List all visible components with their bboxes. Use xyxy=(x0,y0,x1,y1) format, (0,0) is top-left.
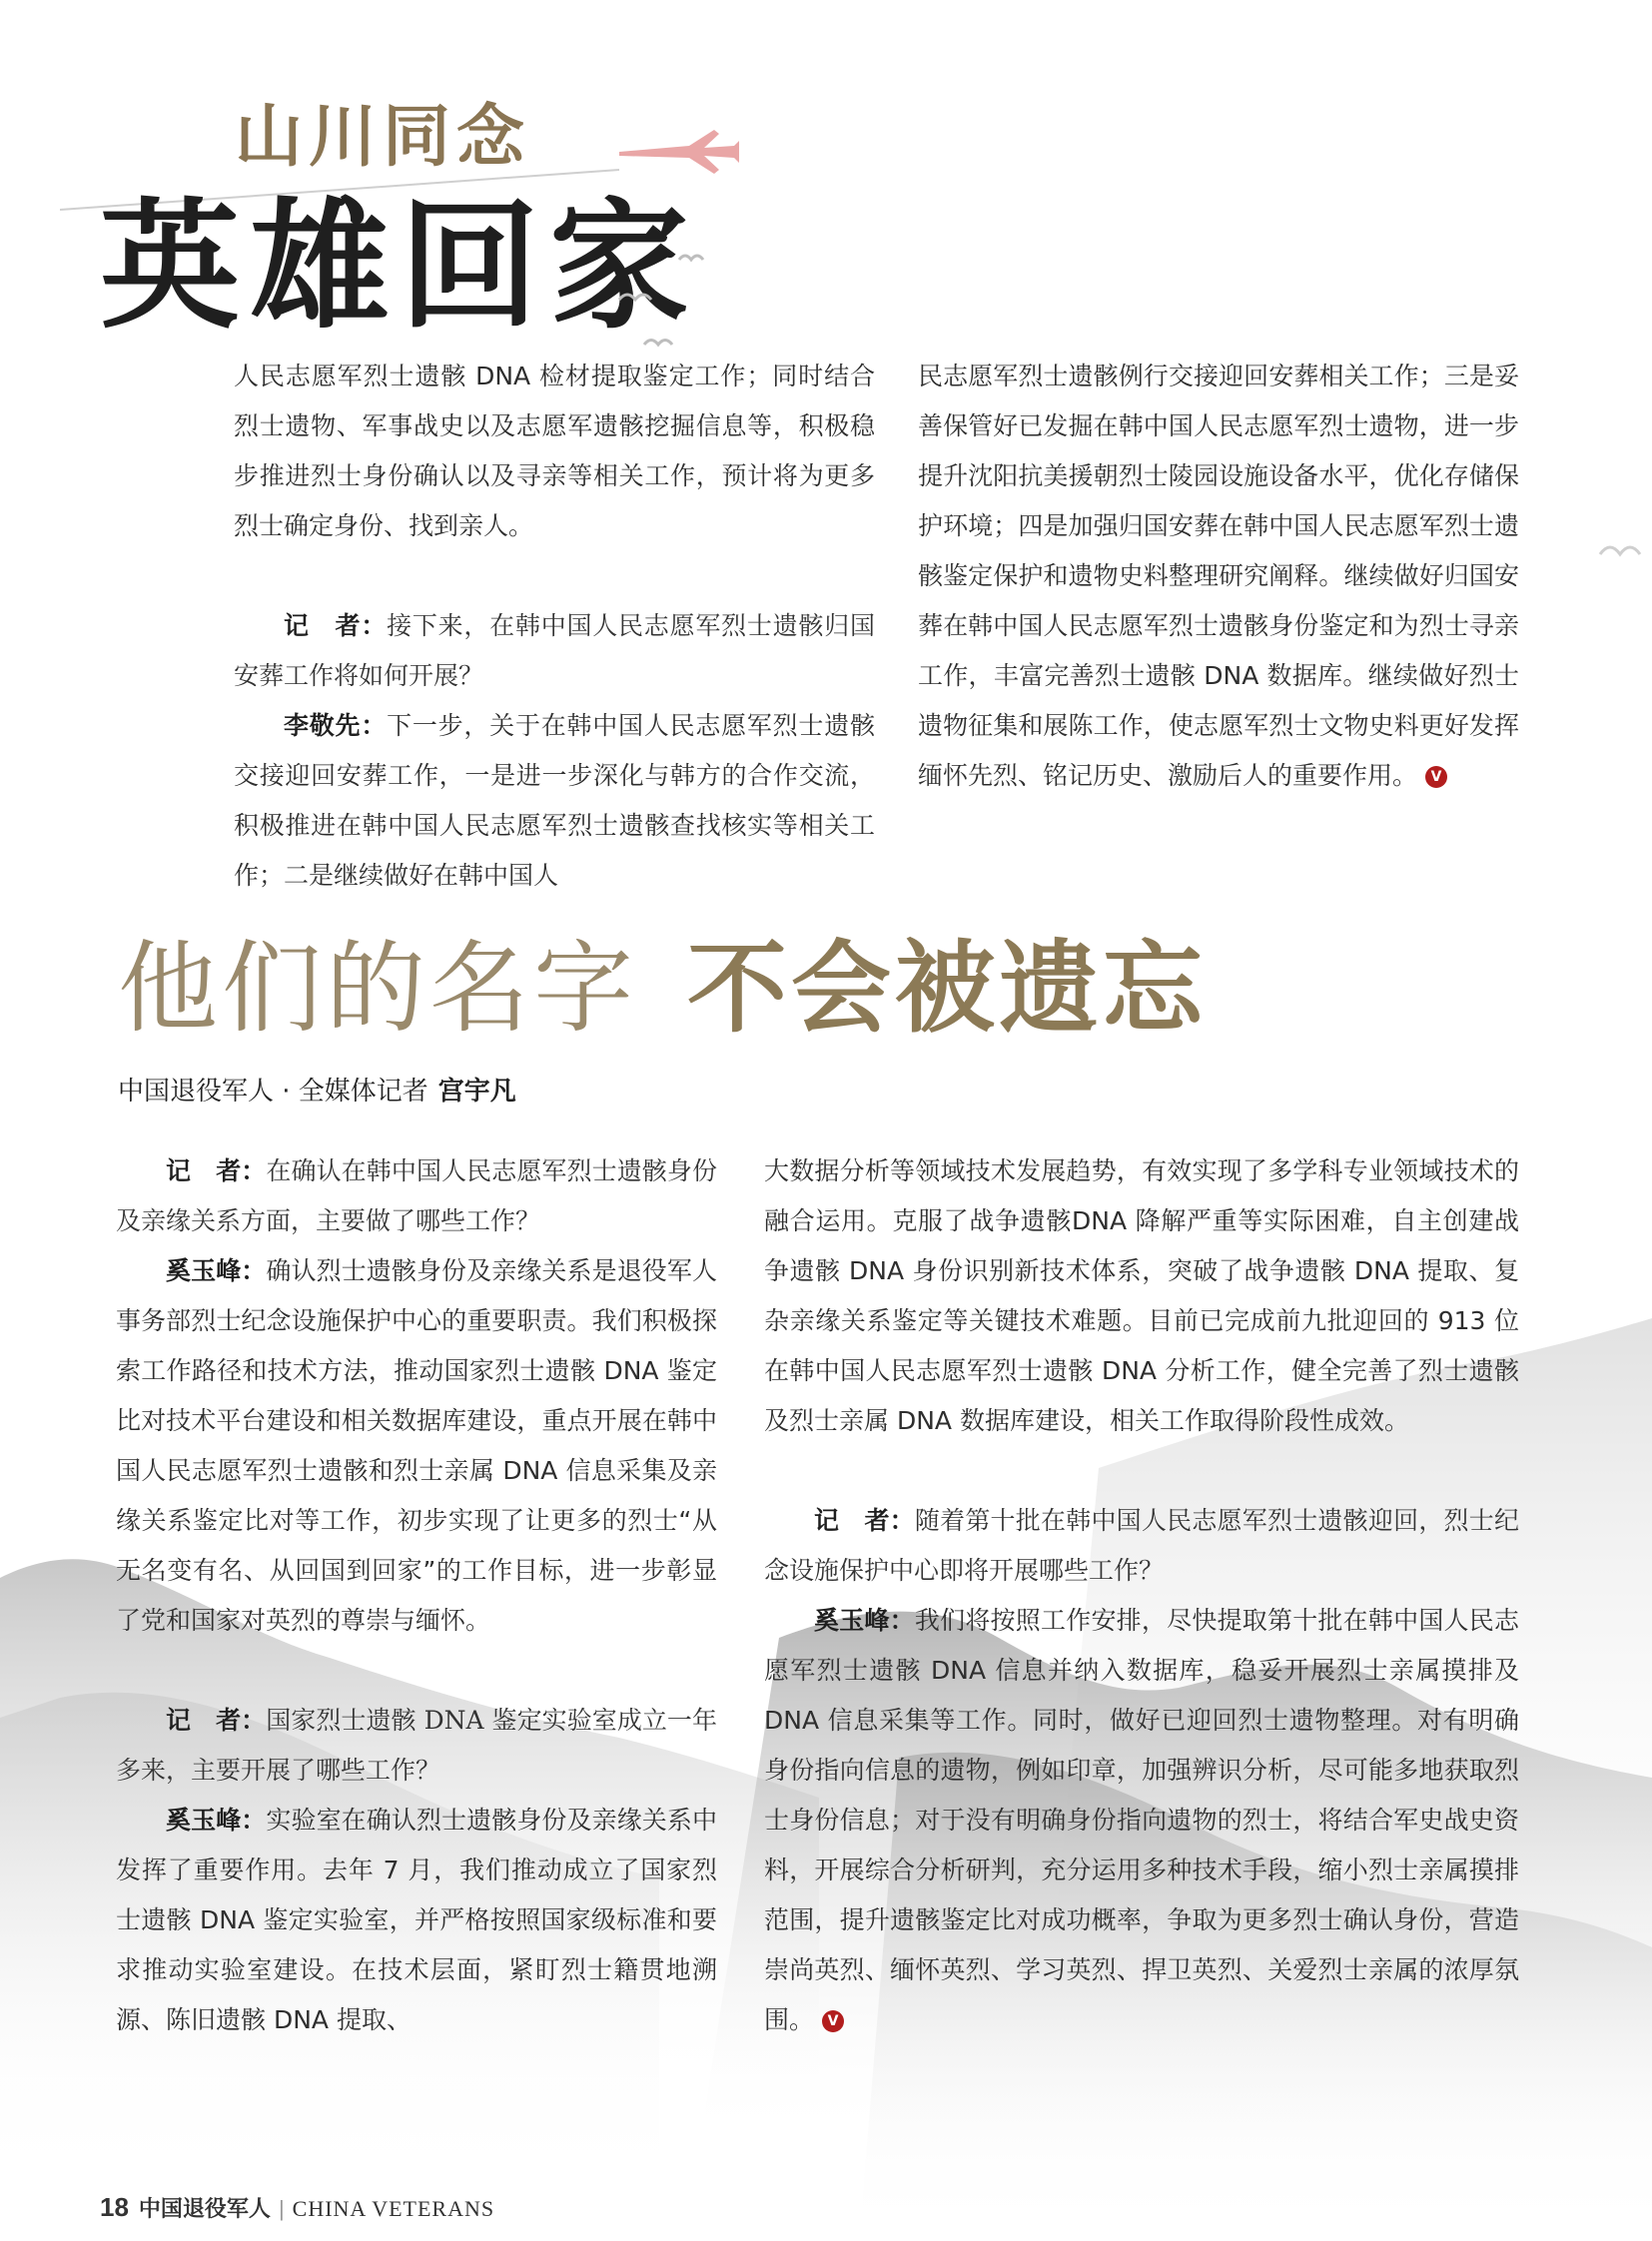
answer-text: 确认烈士遗骸身份及亲缘关系是退役军人事务部烈士纪念设施保护中心的重要职责。我们积极探索工作路径和技术方法，推动国家烈士遗骸 DNA 鉴定比对技术平台建设和相关数据库建设，重点开展在韩中国人民志愿军烈士遗骸和烈士亲属 DNA 信息采集及亲缘关系鉴定比对等工作，初步实现了让更多的烈士“从无名变有名、从回国到回家”的工作目标，进一步彰显了党和国家对英烈的尊崇与缅怀。 xyxy=(116,1256,717,1635)
byline xyxy=(118,1067,917,1117)
page-number: 18 xyxy=(100,2192,129,2222)
magazine-name-en: CHINA VETERANS xyxy=(292,2196,495,2221)
question-paragraph xyxy=(764,1496,1519,1596)
question-paragraph xyxy=(116,1146,717,1246)
calligraphy-big-text: 英雄回家 xyxy=(100,185,700,349)
byline-org: 中国退役军人 · 全媒体记者 xyxy=(118,1077,428,1107)
question-paragraph xyxy=(234,601,875,701)
spacer xyxy=(116,1646,717,1696)
separator: | xyxy=(278,2196,285,2221)
calligraphy-small-text: 山川同念 xyxy=(235,97,531,177)
article-title xyxy=(118,929,1416,1049)
top-right-column xyxy=(918,352,1519,801)
speaker-label: 奚玉峰： xyxy=(166,1256,267,1285)
speaker-label: 记 者： xyxy=(166,1706,267,1735)
speaker-label: 奚玉峰： xyxy=(814,1606,915,1635)
answer-paragraph xyxy=(234,701,875,901)
paragraph: 大数据分析等领域技术发展趋势，有效实现了多学科专业领域技术的融合运用。克服了战争遗骸DNA 降解严重等实际困难，自主创建战争遗骸 DNA 身份识别新技术体系，突破了战争遗骸 DNA 提取、复杂亲缘关系鉴定等关键技术难题。目前已完成前九批迎回的 913 位在韩中国人民志愿军烈士遗骸 DNA 分析工作，健全完善了烈士遗骸及烈士亲属 DNA 数据库建设，相关工作取得阶段性成效。 xyxy=(764,1156,1519,1435)
magazine-name-cn: 中国退役军人 xyxy=(138,2196,271,2221)
question-text: 在确认在韩中国人民志愿军烈士遗骸身份及亲缘关系方面，主要做了哪些工作？ xyxy=(116,1156,717,1235)
question-text: 接下来，在韩中国人民志愿军烈士遗骸归国安葬工作将如何开展？ xyxy=(234,611,875,690)
question-text: 国家烈士遗骸 DNA 鉴定实验室成立一年多来，主要开展了哪些工作？ xyxy=(116,1706,717,1785)
answer-paragraph xyxy=(116,1796,717,2045)
spacer xyxy=(764,1446,1519,1496)
end-mark-icon: V xyxy=(822,2010,844,2032)
paragraph xyxy=(918,352,1519,801)
article-right-column xyxy=(764,1146,1519,2045)
speaker-label: 奚玉峰： xyxy=(166,1806,267,1835)
bird-icon xyxy=(1598,534,1648,564)
header-calligraphy xyxy=(60,60,739,360)
paragraph-text: 民志愿军烈士遗骸例行交接迎回安葬相关工作；三是妥善保管好已发掘在韩中国人民志愿军烈士遗物，进一步提升沈阳抗美援朝烈士陵园设施设备水平，优化存储保护环境；四是加强归国安葬在韩中国人民志愿军烈士遗骸鉴定保护和遗物史料整理研究阐释。继续做好归国安葬在韩中国人民志愿军烈士遗骸身份鉴定和为烈士寻亲工作，丰富完善烈士遗骸 DNA 数据库。继续做好烈士遗物征集和展陈工作，使志愿军烈士文物史料更好发挥缅怀先烈、铭记历史、激励后人的重要作用。 xyxy=(918,362,1519,790)
answer-text: 实验室在确认烈士遗骸身份及亲缘关系中发挥了重要作用。去年 7 月，我们推动成立了国家烈士遗骸 DNA 鉴定实验室，并严格按照国家级标准和要求推动实验室建设。在技术层面，紧盯烈士籍贯地溯源、陈旧遗骸 DNA 提取、 xyxy=(116,1806,717,2034)
speaker-label: 记 者： xyxy=(166,1156,267,1185)
article-left-column xyxy=(116,1146,717,2045)
question-paragraph xyxy=(116,1696,717,1796)
speaker-label: 记 者： xyxy=(814,1506,915,1535)
spacer xyxy=(234,551,875,601)
title-bold: 不会被遗忘 xyxy=(687,930,1207,1047)
speaker-label: 记 者： xyxy=(284,611,388,640)
airplane-icon xyxy=(619,130,739,174)
answer-paragraph xyxy=(116,1246,717,1646)
calligraphy-svg xyxy=(60,60,739,360)
speaker-label: 李敬先： xyxy=(284,711,388,740)
answer-text: 下一步，关于在韩中国人民志愿军烈士遗骸交接迎回安葬工作，一是进一步深化与韩方的合作交流，积极推进在韩中国人民志愿军烈士遗骸查找核实等相关工作；二是继续做好在韩中国人 xyxy=(234,711,875,890)
byline-name: 宫宇凡 xyxy=(437,1077,516,1107)
title-light: 他们的名字 xyxy=(118,930,637,1047)
answer-text: 我们将按照工作安排，尽快提取第十批在韩中国人民志愿军烈士遗骸 DNA 信息并纳入数据库，稳妥开展烈士亲属摸排及 DNA 信息采集等工作。同时，做好已迎回烈士遗物整理。对有明确身份指向信息的遗物，例如印章，加强辨识分析，尽可能多地获取烈士身份信息；对于没有明确身份指向遗物的烈士，将结合军史战史资料，开展综合分析研判，充分运用多种技术手段，缩小烈士亲属摸排范围，提升遗骸鉴定比对成功概率，争取为更多烈士确认身份，营造崇尚英烈、缅怀英烈、学习英烈、捍卫英烈、关爱烈士亲属的浓厚氛围。 xyxy=(764,1606,1519,2034)
end-mark-icon: V xyxy=(1425,766,1447,788)
top-left-column xyxy=(234,352,875,901)
answer-paragraph xyxy=(764,1596,1519,2045)
paragraph: 人民志愿军烈士遗骸 DNA 检材提取鉴定工作；同时结合烈士遗物、军事战史以及志愿军遗骸挖掘信息等，积极稳步推进烈士身份确认以及寻亲等相关工作，预计将为更多烈士确定身份、找到亲人。 xyxy=(234,362,875,540)
page-footer xyxy=(100,2187,799,2227)
question-text: 随着第十批在韩中国人民志愿军烈士遗骸迎回，烈士纪念设施保护中心即将开展哪些工作？ xyxy=(764,1506,1519,1585)
